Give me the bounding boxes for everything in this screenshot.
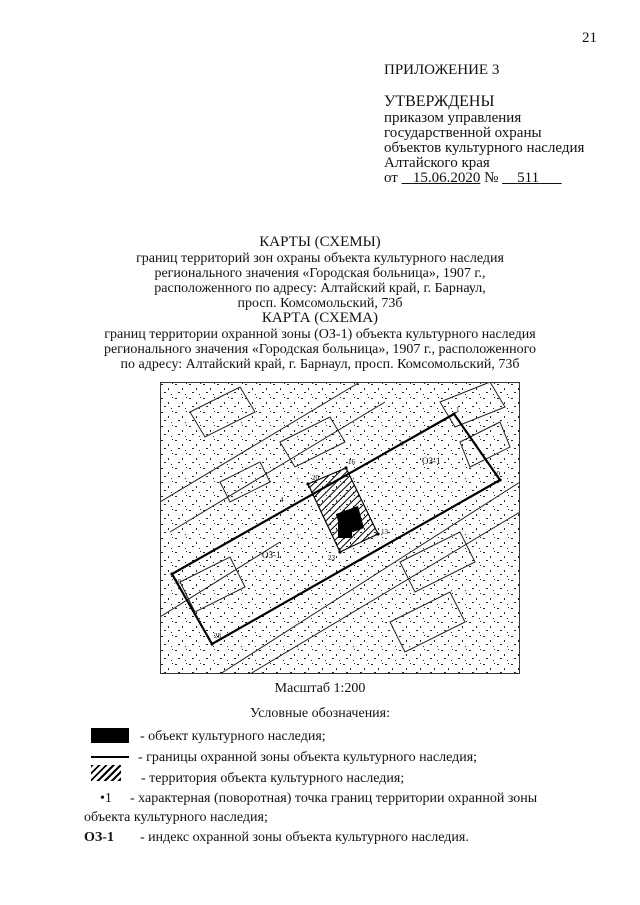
legend-item: - характерная (поворотная) точка границ территории охранной зоны (130, 791, 538, 806)
approval-date-value: 15.06.2020 (412, 170, 481, 186)
page-number: 21 (582, 30, 597, 46)
heritage-object-annex (338, 520, 352, 538)
map-title-block (0, 311, 640, 372)
legend-title: Условные обозначения: (249, 706, 391, 721)
point-number: 30 (174, 578, 181, 586)
approval-block (384, 94, 624, 186)
approval-line: приказом управления (384, 110, 522, 126)
maps-title-line: границ территорий зон охраны объекта культурного наследия (136, 251, 504, 266)
number-prefix: № (484, 170, 499, 186)
map-scale: Масштаб 1:200 (274, 681, 366, 696)
map-title-line: по адресу: Алтайский край, г. Барнаул, просп. Комсомольский, 73б (120, 357, 520, 372)
zone-index-symbol: ОЗ-1 (84, 830, 114, 845)
approval-line: государственной охраны (384, 125, 542, 141)
legend-item: - объект культурного наследия; (140, 729, 326, 744)
date-prefix: от (384, 170, 398, 186)
point-number: 28 (214, 632, 221, 640)
legend-item: - территория объекта культурного наследия; (141, 771, 405, 786)
legend-item: - индекс охранной зоны объекта культурного наследия. (140, 830, 469, 845)
zone-map (160, 382, 520, 674)
approval-number-value: 511 (517, 170, 540, 186)
territory-hatch-swatch (91, 765, 121, 781)
zone-label-east: ОЗ-1 (422, 456, 441, 466)
maps-title-block (0, 235, 640, 311)
approval-line: объектов культурного наследия (384, 140, 585, 156)
approval-line: Алтайского края (384, 155, 490, 171)
approval-date (402, 170, 481, 186)
point-number: 6 (400, 440, 404, 448)
map-heading: КАРТА (СХЕМА) (261, 310, 379, 326)
map-title-line: границ территории охранной зоны (ОЗ-1) объекта культурного наследия (104, 327, 536, 342)
point-number: 10 (493, 470, 500, 478)
approval-date-line (384, 171, 624, 186)
maps-title-line: расположенного по адресу: Алтайский край, г. Барнаул, (154, 281, 486, 296)
point-number: 16 (348, 458, 355, 466)
approval-title: УТВЕРЖДЕНЫ (384, 93, 495, 110)
maps-title-line: просп. Комсомольский, 73б (237, 296, 403, 311)
point-number: 20 (312, 474, 319, 482)
point-number: 23 (328, 554, 335, 562)
heritage-object-swatch (91, 728, 129, 743)
legend-item-continuation: объекта культурного наследия; (84, 810, 268, 825)
point-symbol: •1 (100, 791, 112, 806)
boundary-line-swatch (91, 756, 129, 758)
zone-label-west: ОЗ-1 (262, 550, 281, 560)
legend-item: - границы охранной зоны объекта культурного наследия; (138, 750, 478, 765)
point-number: 1 (456, 406, 460, 414)
maps-title-line: регионального значения «Городская больница», 1907 г., (154, 266, 486, 281)
point-number: 4 (280, 496, 284, 504)
map-title-line: регионального значения «Городская больница», 1907 г., расположенного (103, 342, 537, 357)
point-number: 13 (381, 528, 388, 536)
appendix-label: ПРИЛОЖЕНИЕ 3 (384, 62, 500, 78)
maps-heading: КАРТЫ (СХЕМЫ) (259, 234, 381, 250)
approval-number (502, 170, 561, 186)
